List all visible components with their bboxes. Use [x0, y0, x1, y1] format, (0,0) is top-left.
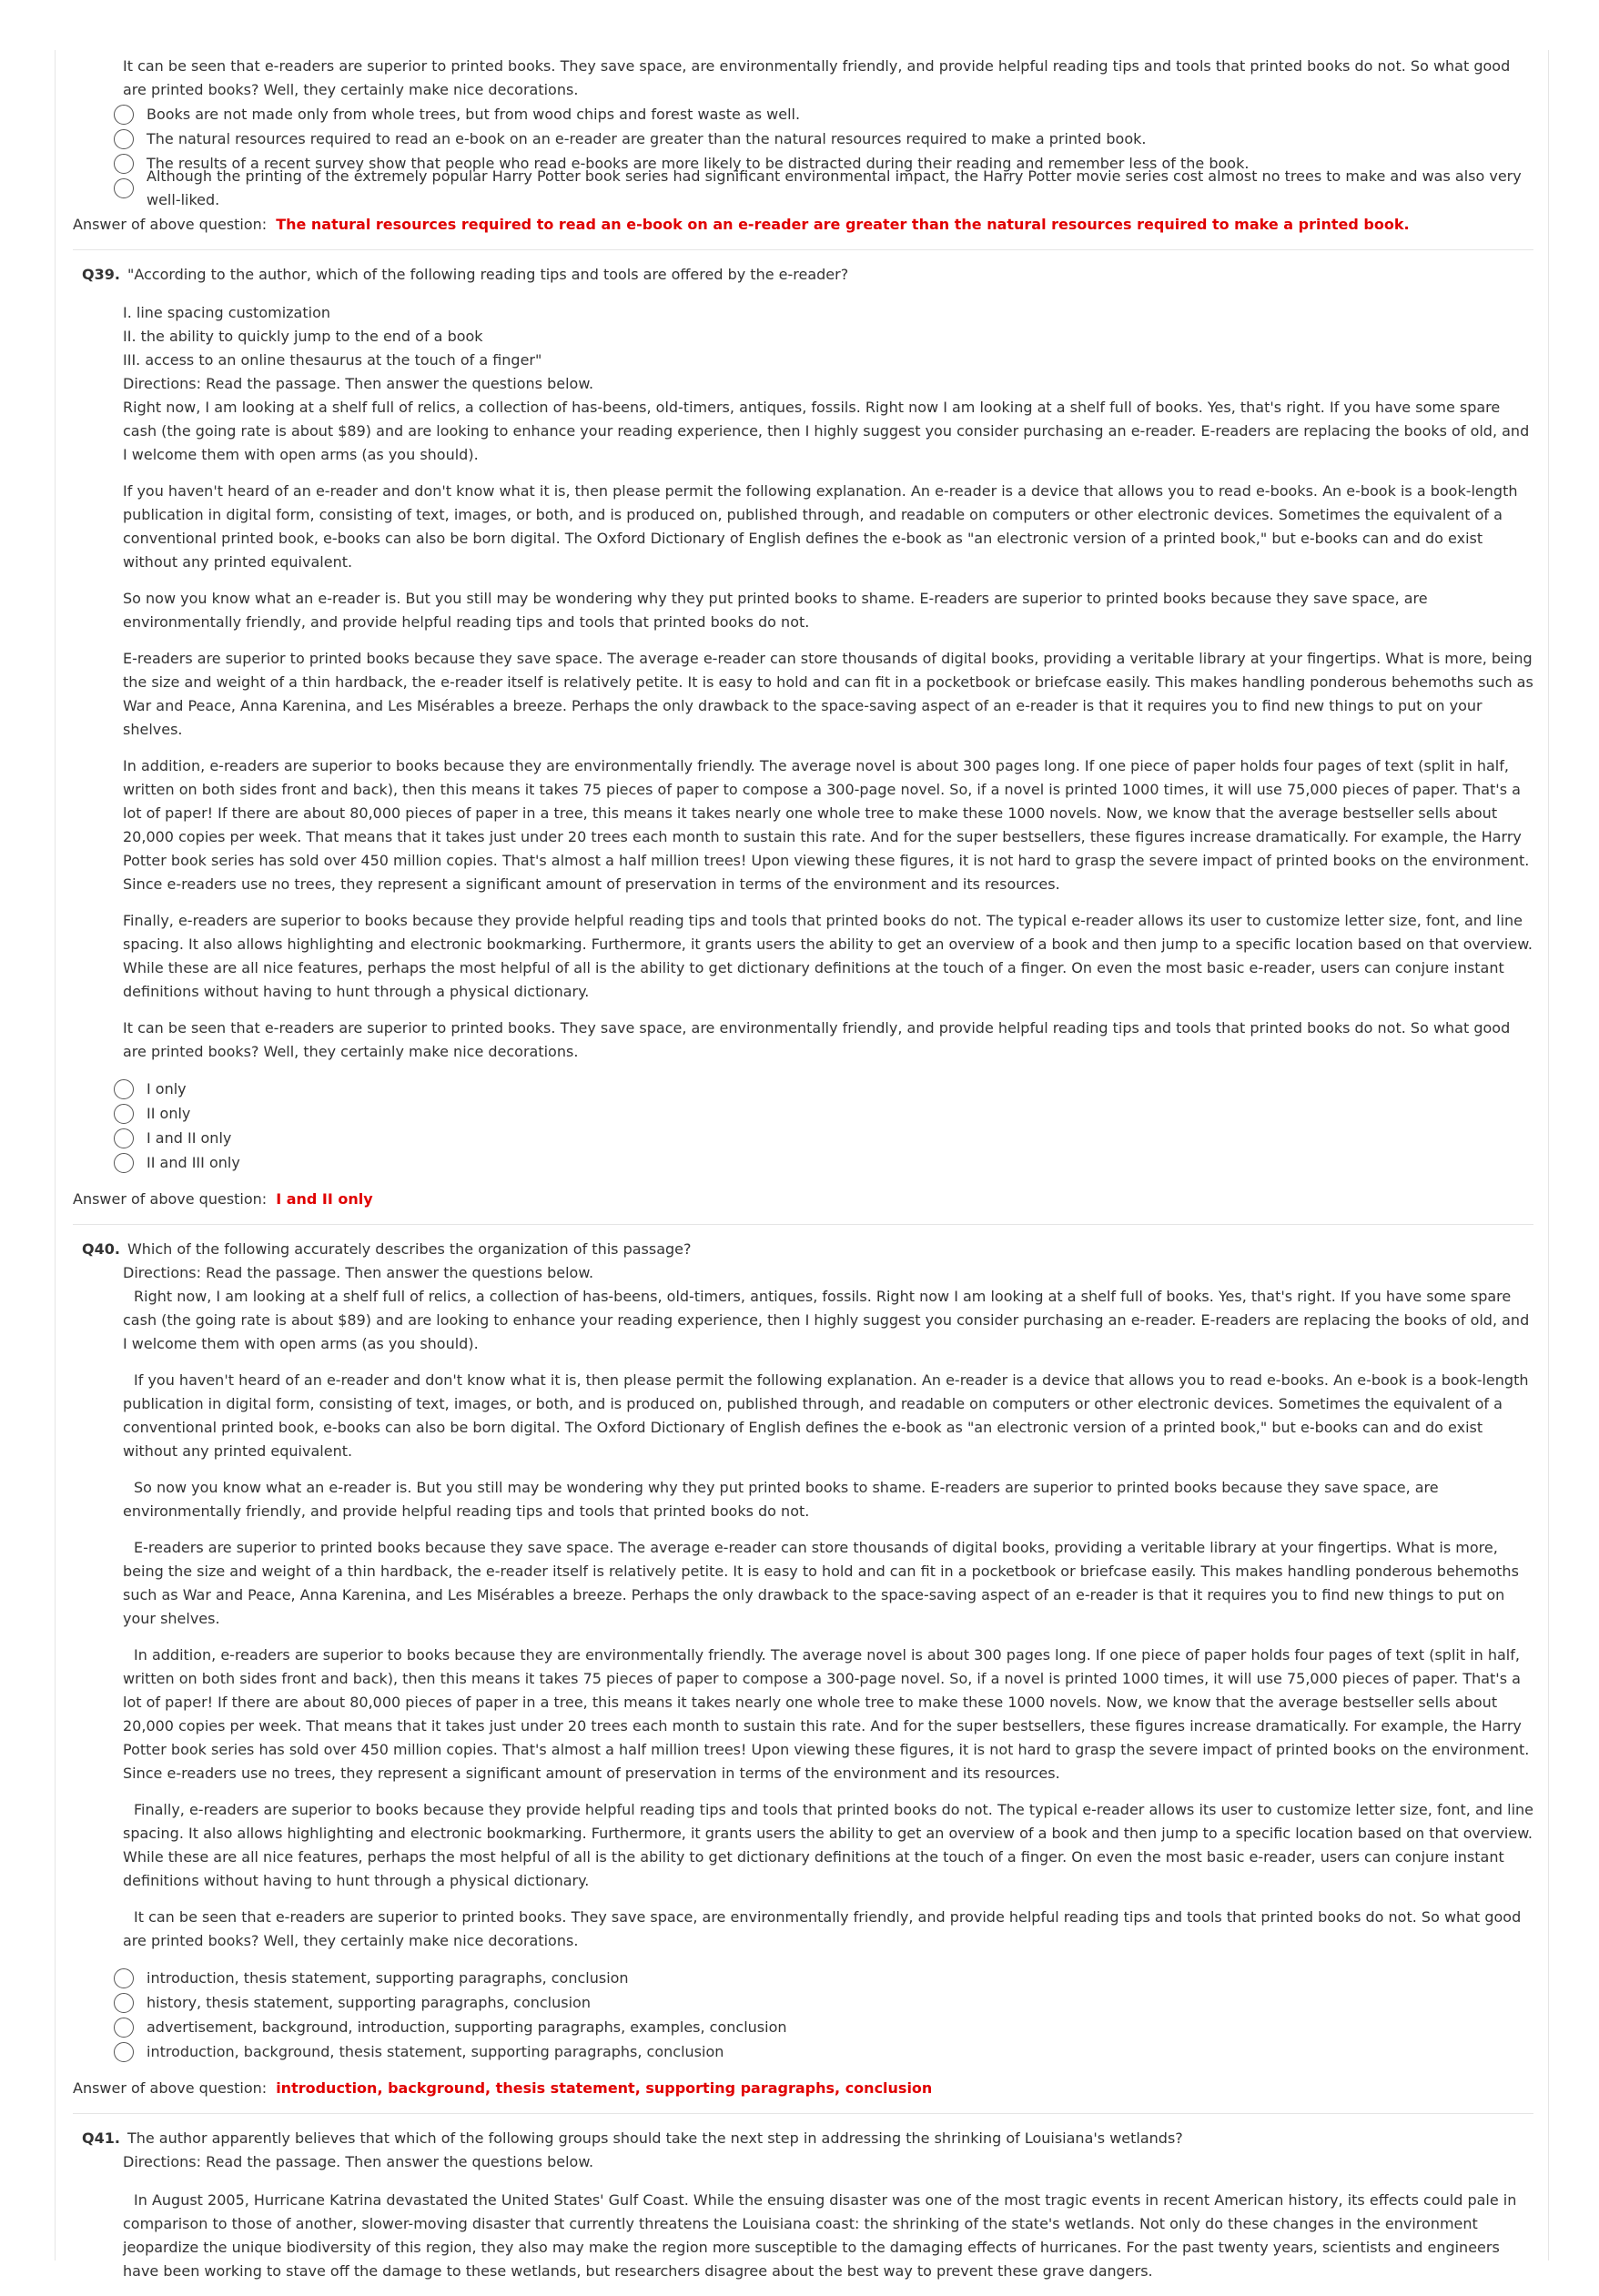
option[interactable]: [73, 1990, 1533, 2015]
option[interactable]: [73, 1101, 1533, 1126]
answer-value: The natural resources required to read an e-book on an e-reader are greater than the natural resources required to make a printed book.: [276, 216, 1410, 233]
option[interactable]: [73, 2039, 1533, 2064]
answer-label: Answer of above question:: [73, 216, 268, 233]
answer-line: [73, 213, 1533, 237]
options-list: [73, 1077, 1533, 1175]
question-38: [73, 55, 1533, 237]
option-label: I only: [147, 1079, 187, 1097]
passage-paragraph: In August 2005, Hurricane Katrina devastated the United States' Gulf Coast. While the ensuing disaster was one of the most tragic events in recent American history, its effects could pale in comparison to those of another, slower-moving disaster that currently threatens the Louisiana coast: the shrinking of the state's wetlands. Not only do these changes in the environment jeopardize the unique biodiversity of this region, they also may make the region more susceptible to the damaging effects of hurricanes. For the past twenty years, scientists and engineers have been working to stave off the damage to these wetlands, but researchers disagree about the best way to prevent these grave dangers.: [123, 2191, 1517, 2280]
directions: Directions: Read the passage. Then answer the questions below.: [123, 1264, 594, 1281]
page-border-left: [55, 50, 56, 2261]
page-border-right: [1548, 50, 1549, 2261]
statement-item: II. the ability to quickly jump to the end of a book: [123, 328, 483, 345]
divider: [73, 1224, 1533, 1225]
passage-paragraph: E-readers are superior to printed books because they save space. The average e-reader can store thousands of digital books, providing a veritable library at your fingertips. What is more, being the size and weight of a thin hardback, the e-reader itself is relatively petite. It is easy to hold and can fit in a pocketbook or briefcase easily. This makes handling ponderous behemoths such as War and Peace, Anna Karenina, and Les Misérables a breeze. Perhaps the only drawback to the space-saving aspect of an e-reader is that it requires you to find new things to put on your shelves.: [123, 650, 1533, 738]
question-number: Q39.: [82, 266, 120, 283]
passage-paragraph: It can be seen that e-readers are superior to printed books. They save space, are environmentally friendly, and provide helpful reading tips and tools that printed books do not. So what good are printed books? Well, they certainly make nice decorations.: [123, 1019, 1511, 1060]
divider: [73, 2113, 1533, 2114]
radio-button[interactable]: [114, 178, 134, 198]
passage-paragraph: In addition, e-readers are superior to books because they are environmentally friendly. The average novel is about 300 pages long. If one piece of paper holds four pages of text (split in half, written on both sides front and back), then this means it takes 75 pieces of paper to compose a 300-page novel. So, if a novel is printed 1000 times, it will use 75,000 pieces of paper. That's a lot of paper! If there are about 80,000 pieces of paper in a tree, this means it takes nearly one whole tree to make these 1000 novels. Now, we know that the average bestseller sells about 20,000 copies per week. That means that it takes just under 20 trees each month to sustain this rate. And for the super bestsellers, these figures increase dramatically. For example, the Harry Potter book series has sold over 450 million copies. That's almost a half million trees! Upon viewing these figures, it is not hard to grasp the severe impact of printed books on the environment. Since e-readers use no trees, they represent a significant amount of preservation in terms of the environment and its resources.: [123, 757, 1530, 893]
passage-paragraph: If you haven't heard of an e-reader and don't know what it is, then please permit the following explanation. An e-reader is a device that allows you to read e-books. An e-book is a book-length publication in digital form, consisting of text, images, or both, and is produced on, published through, and readable on computers or other electronic devices. Sometimes the equivalent of a conventional printed book, e-books can also be born digital. The Oxford Dictionary of English defines the e-book as "an electronic version of a printed book," but e-books can and do exist without any printed equivalent.: [123, 482, 1518, 571]
option[interactable]: [73, 126, 1533, 151]
directions: Directions: Read the passage. Then answer the questions below.: [123, 2153, 594, 2170]
passage-paragraph: So now you know what an e-reader is. But you still may be wondering why they put printed books to shame. E-readers are superior to printed books because they save space, are environmentally friendly, and provide helpful reading tips and tools that printed books do not.: [123, 590, 1428, 631]
question-text: Which of the following accurately describes the organization of this passage?: [127, 1240, 692, 1258]
passage-paragraph: Finally, e-readers are superior to books because they provide helpful reading tips and tools that printed books do not. The typical e-reader allows its user to customize letter size, font, and line spacing. It also allows highlighting and electronic bookmarking. Furthermore, it grants users the ability to get an overview of a book and then jump to a specific location based on that overview. While these are all nice features, perhaps the most helpful of all is the ability to get dictionary definitions at the touch of a finger. On even the most basic e-reader, users can conjure instant definitions without having to hunt through a physical dictionary.: [123, 1801, 1534, 1889]
answer-label: Answer of above question:: [73, 2079, 268, 2097]
question-number: Q41.: [82, 2129, 120, 2147]
question-number: Q40.: [82, 1240, 120, 1258]
question-39: [73, 263, 1533, 1211]
passage-paragraph: Right now, I am looking at a shelf full of relics, a collection of has-beens, old-timers, antiques, fossils. Right now I am looking at a shelf full of books. Yes, that's right. If you have some spare cash (the going rate is about $89) and are looking to enhance your reading experience, then I highly suggest you consider purchasing an e-reader. E-readers are replacing the books of old, and I welcome them with open arms (as you should).: [123, 399, 1530, 463]
radio-button[interactable]: [114, 1128, 134, 1148]
option-label: II and III only: [147, 1153, 240, 1171]
radio-button[interactable]: [114, 1104, 134, 1124]
radio-button[interactable]: [114, 105, 134, 125]
option-label: The natural resources required to read an e-book on an e-reader are greater than the natural resources required to make a printed book.: [147, 129, 1147, 147]
directions: Directions: Read the passage. Then answer the questions below.: [123, 375, 594, 392]
statement-item: III. access to an online thesaurus at the touch of a finger": [123, 351, 542, 369]
option-label: advertisement, background, introduction, supporting paragraphs, examples, conclusion: [147, 2018, 787, 2036]
option-label: history, thesis statement, supporting paragraphs, conclusion: [147, 1993, 591, 2011]
option[interactable]: [73, 2015, 1533, 2039]
radio-button[interactable]: [114, 154, 134, 174]
option[interactable]: [73, 1150, 1533, 1175]
question-text: The author apparently believes that which of the following groups should take the next step in addressing the shrinking of Louisiana's wetlands?: [127, 2129, 1183, 2147]
option-label: II only: [147, 1104, 191, 1122]
option-label: Although the printing of the extremely popular Harry Potter book series had significant environmental impact, the Harry Potter movie series cost almost no trees to make and was also very well-liked.: [147, 167, 1522, 208]
radio-button[interactable]: [114, 129, 134, 149]
radio-button[interactable]: [114, 1993, 134, 2013]
option[interactable]: [73, 1077, 1533, 1101]
answer-line: [73, 1188, 1533, 1211]
passage-paragraph: Finally, e-readers are superior to books because they provide helpful reading tips and tools that printed books do not. The typical e-reader allows its user to customize letter size, font, and line spacing. It also allows highlighting and electronic bookmarking. Furthermore, it grants users the ability to get an overview of a book and then jump to a specific location based on that overview. While these are all nice features, perhaps the most helpful of all is the ability to get dictionary definitions at the touch of a finger. On even the most basic e-reader, users can conjure instant definitions without having to hunt through a physical dictionary.: [123, 912, 1533, 1000]
option-label: introduction, thesis statement, supporting paragraphs, conclusion: [147, 1968, 629, 1987]
quiz-page: [73, 55, 1533, 2296]
passage-paragraph: It can be seen that e-readers are superior to printed books. They save space, are environmentally friendly, and provide helpful reading tips and tools that printed books do not. So what good are printed books? Well, they certainly make nice decorations.: [123, 57, 1511, 98]
statement-item: I. line spacing customization: [123, 304, 330, 321]
radio-button[interactable]: [114, 2042, 134, 2062]
radio-button[interactable]: [114, 1079, 134, 1099]
options-list: [73, 1966, 1533, 2064]
passage-paragraph: If you haven't heard of an e-reader and don't know what it is, then please permit the following explanation. An e-reader is a device that allows you to read e-books. An e-book is a book-length publication in digital form, consisting of text, images, or both, and is produced on, published through, and readable on computers or other electronic devices. Sometimes the equivalent of a conventional printed book, e-books can also be born digital. The Oxford Dictionary of English defines the e-book as "an electronic version of a printed book," but e-books can and do exist without any printed equivalent.: [123, 1371, 1529, 1460]
answer-value: I and II only: [276, 1190, 373, 1208]
answer-label: Answer of above question:: [73, 1190, 268, 1208]
radio-button[interactable]: [114, 1968, 134, 1988]
passage-paragraph: E-readers are superior to printed books because they save space. The average e-reader can store thousands of digital books, providing a veritable library at your fingertips. What is more, being the size and weight of a thin hardback, the e-reader itself is relatively petite. It is easy to hold and can fit in a pocketbook or briefcase easily. This makes handling ponderous behemoths such as War and Peace, Anna Karenina, and Les Misérables a breeze. Perhaps the only drawback to the space-saving aspect of an e-reader is that it requires you to find new things to put on your shelves.: [123, 1539, 1519, 1627]
question-41: [73, 2127, 1533, 2283]
answer-value: introduction, background, thesis statement, supporting paragraphs, conclusion: [276, 2079, 933, 2097]
question-40: [73, 1238, 1533, 2100]
option[interactable]: [73, 167, 1533, 208]
option-label: The results of a recent survey show that people who read e-books are more likely to be distracted during their reading and remember less of the book.: [147, 154, 1250, 172]
option-label: introduction, background, thesis statement, supporting paragraphs, conclusion: [147, 2042, 724, 2060]
passage-paragraph: Right now, I am looking at a shelf full of relics, a collection of has-beens, old-timers, antiques, fossils. Right now I am looking at a shelf full of books. Yes, that's right. If you have some spare cash (the going rate is about $89) and are looking to enhance your reading experience, then I highly suggest you consider purchasing an e-reader. E-readers are replacing the books of old, and I welcome them with open arms (as you should).: [123, 1288, 1530, 1352]
passage-paragraph: So now you know what an e-reader is. But you still may be wondering why they put printed books to shame. E-readers are superior to printed books because they save space, are environmentally friendly, and provide helpful reading tips and tools that printed books do not.: [123, 1479, 1439, 1520]
option[interactable]: [73, 102, 1533, 126]
option[interactable]: [73, 1126, 1533, 1150]
divider: [73, 249, 1533, 250]
option-label: Books are not made only from whole trees, but from wood chips and forest waste as well.: [147, 105, 801, 123]
passage-paragraph: It can be seen that e-readers are superior to printed books. They save space, are environmentally friendly, and provide helpful reading tips and tools that printed books do not. So what good are printed books? Well, they certainly make nice decorations.: [123, 1908, 1522, 1949]
option-label: I and II only: [147, 1128, 232, 1147]
passage-paragraph: In addition, e-readers are superior to books because they are environmentally friendly. The average novel is about 300 pages long. If one piece of paper holds four pages of text (split in half, written on both sides front and back), then this means it takes 75 pieces of paper to compose a 300-page novel. So, if a novel is printed 1000 times, it will use 75,000 pieces of paper. That's a lot of paper! If there are about 80,000 pieces of paper in a tree, this means it takes nearly one whole tree to make these 1000 novels. Now, we know that the average bestseller sells about 20,000 copies per week. That means that it takes just under 20 trees each month to sustain this rate. And for the super bestsellers, these figures increase dramatically. For example, the Harry Potter book series has sold over 450 million copies. That's almost a half million trees! Upon viewing these figures, it is not hard to grasp the severe impact of printed books on the environment. Since e-readers use no trees, they represent a significant amount of preservation in terms of the environment and its resources.: [123, 1646, 1530, 1782]
radio-button[interactable]: [114, 2018, 134, 2038]
option[interactable]: [73, 1966, 1533, 1990]
question-text: "According to the author, which of the following reading tips and tools are offered by the e-reader?: [127, 266, 849, 283]
radio-button[interactable]: [114, 1153, 134, 1173]
answer-line: [73, 2077, 1533, 2100]
options-list: [73, 102, 1533, 208]
